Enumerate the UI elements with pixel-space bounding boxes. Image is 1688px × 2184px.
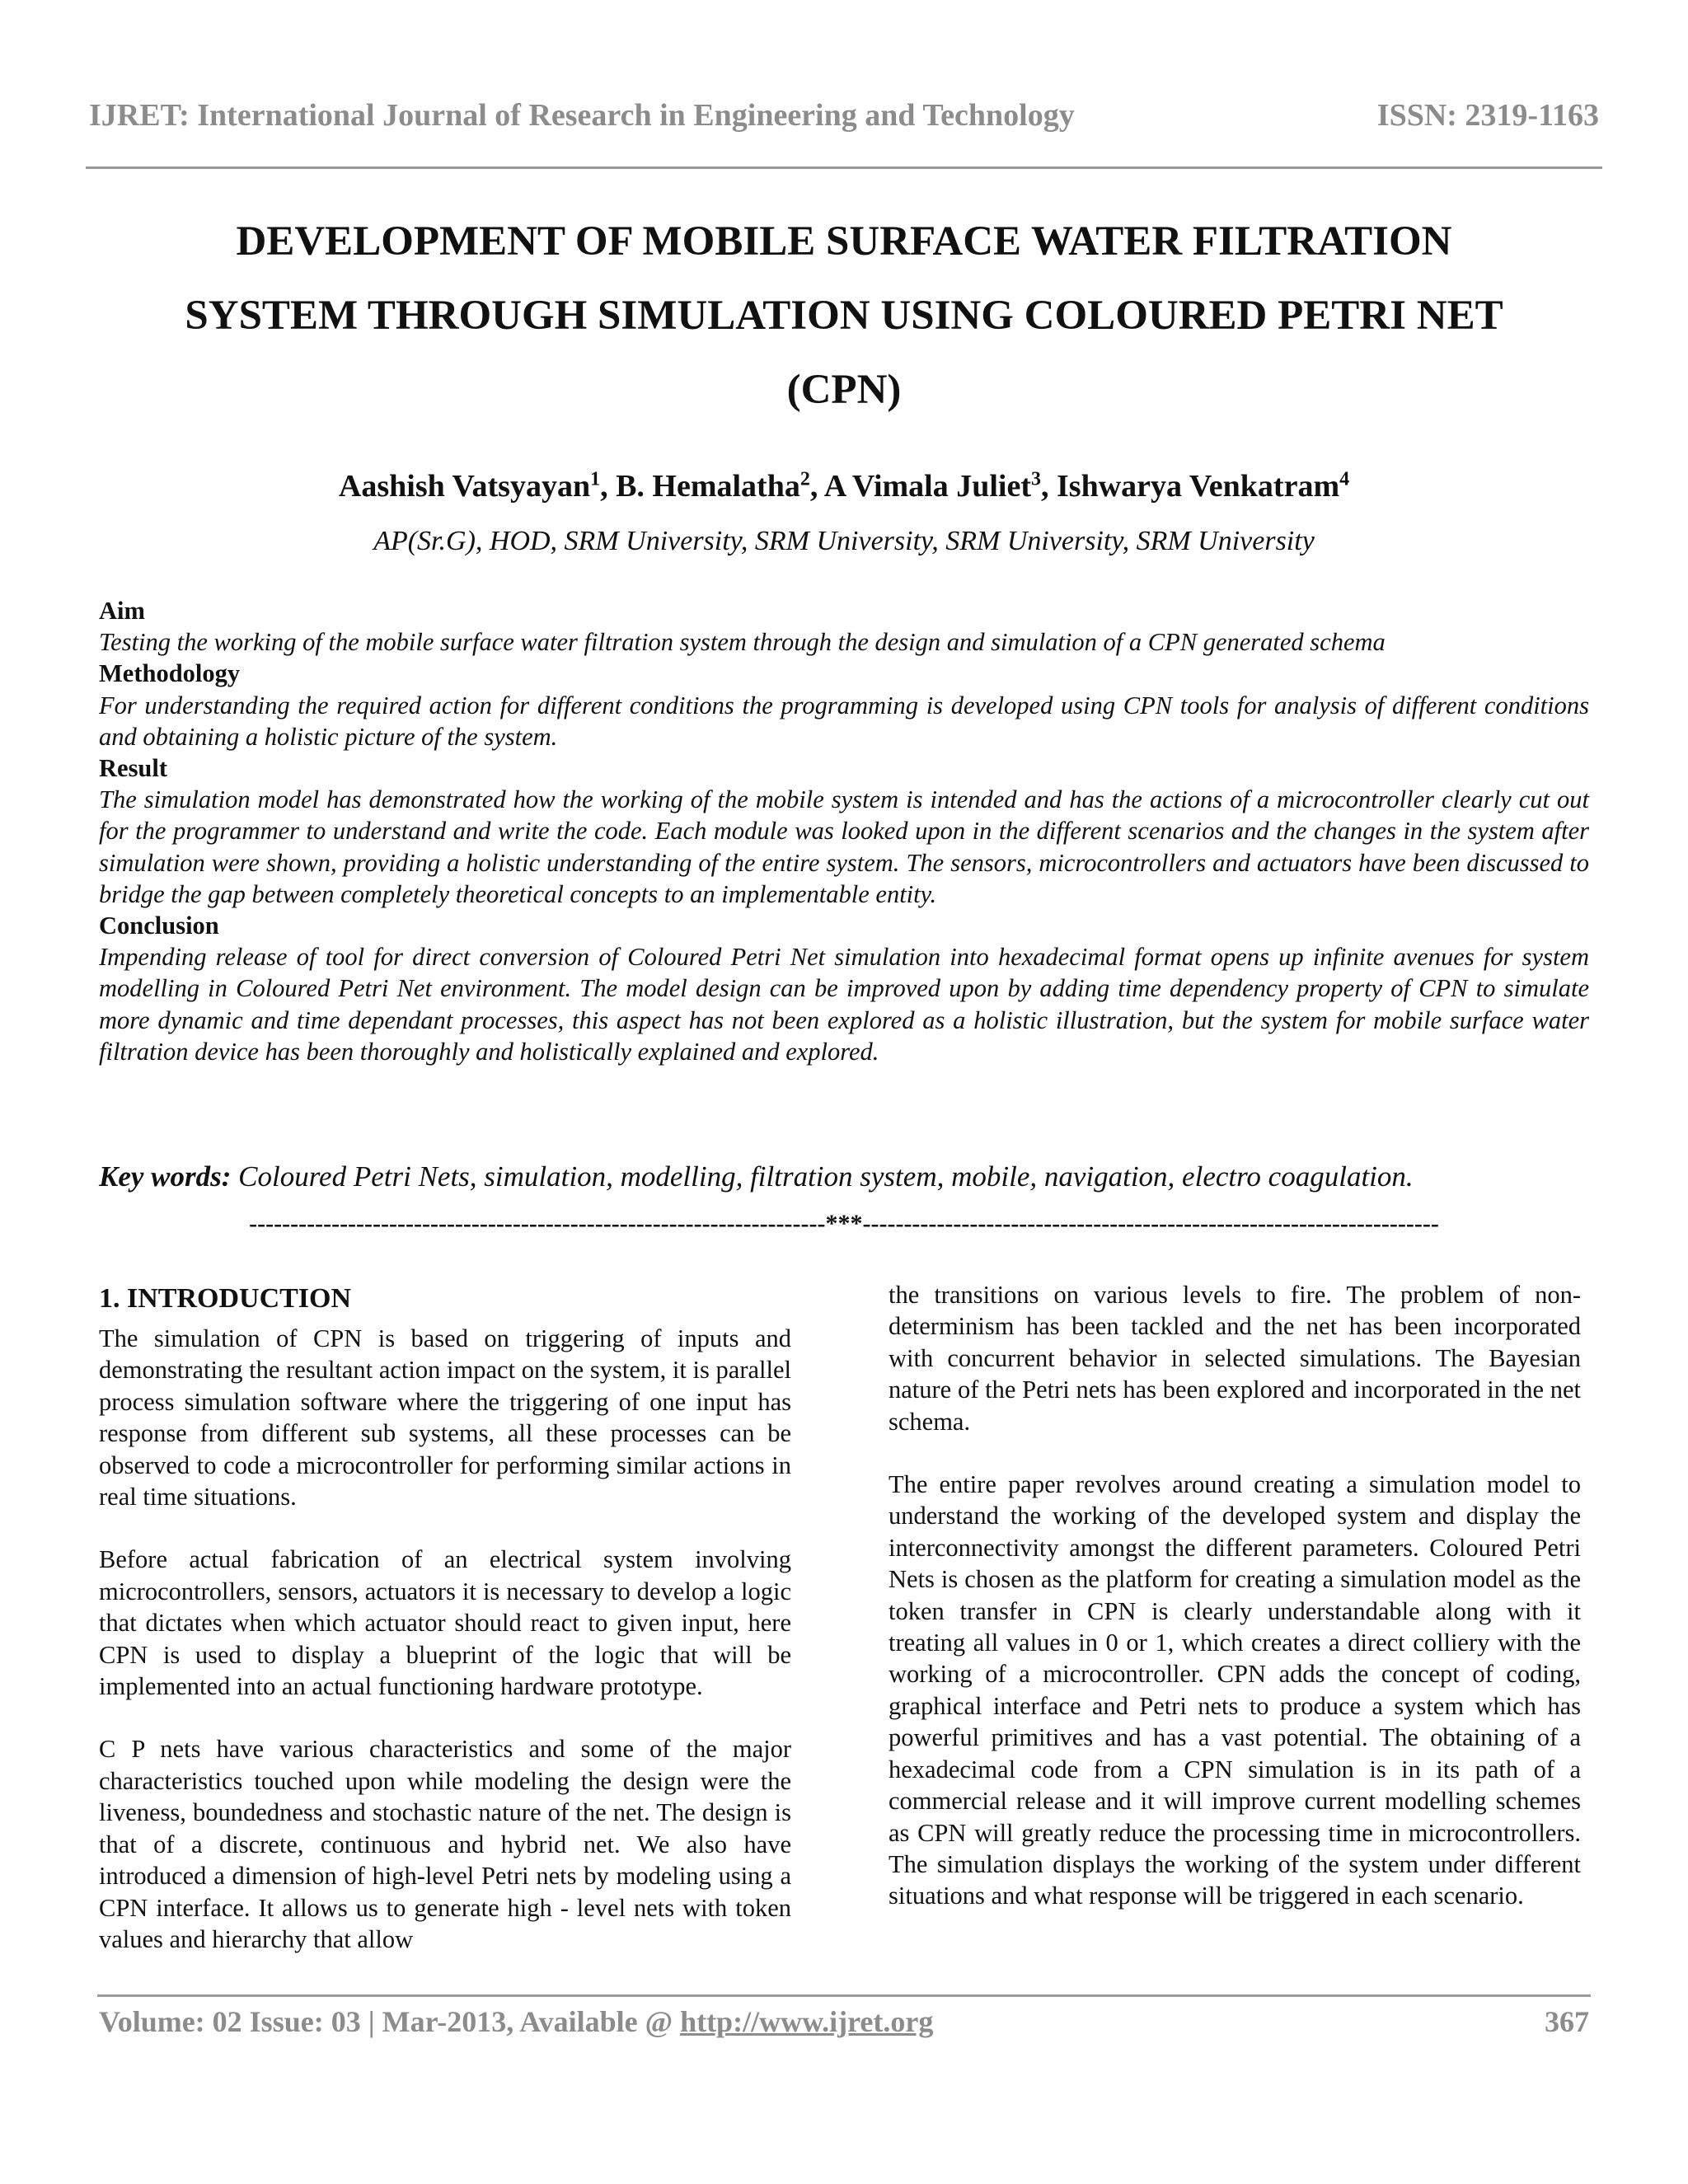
paper-title [124, 204, 1564, 427]
volume-info: Volume: 02 Issue: 03 | Mar-2013, Available @ [99, 2005, 681, 2038]
author-separator: , [600, 469, 617, 504]
title-line: DEVELOPMENT OF MOBILE SURFACE WATER FILTRATION [236, 218, 1452, 265]
conclusion-heading: Conclusion [99, 912, 219, 940]
page-number: 367 [1545, 2005, 1589, 2038]
body-paragraph: the transitions on various levels to fire. The problem of non-determinism has been tackled and the net has been incorporated with concurrent behavior in selected simulations. The Bayesian nature of the Petri nets has been explored and incorporated in the net schema. [889, 1281, 1581, 1436]
aim-text: Testing the working of the mobile surface water filtration system through the design and simulation of a CPN generated schema [99, 628, 1386, 657]
author-index: 3 [1031, 468, 1041, 490]
title-line: (CPN) [786, 367, 902, 413]
body-paragraph: C P nets have various characteristics and some of the major characteristics touched upon while modeling the design were the liveness, boundedness and stochastic nature of the net. The design is that of a discrete, continuous and hybrid net. We also have introduced a dimension of high-level Petri nets by modeling using a CPN interface. It allows us to generate high - level nets with token values and hierarchy that allow [99, 1735, 791, 1953]
keywords-text: Coloured Petri Nets, simulation, modelling, filtration system, mobile, navigation, electro coagulation. [231, 1160, 1414, 1193]
author-name: Aashish Vatsyayan [338, 469, 591, 504]
footer-divider [97, 1994, 1591, 1997]
author-name: A Vimala Juliet [823, 469, 1031, 504]
title-line: SYSTEM THROUGH SIMULATION USING COLOURED PETRI NET [185, 293, 1503, 339]
issn: ISSN: 2319-1163 [1376, 98, 1599, 133]
conclusion-text: Impending release of tool for direct conversion of Coloured Petri Net simulation into hexadecimal format opens up infinite avenues for system modelling in Coloured Petri Net environment. The model design can be improved upon by adding time dependency property of CPN to simulate more dynamic and time dependant processes, this aspect has not been explored as a holistic illustration, but the system for mobile surface water filtration device has been thoroughly and holistically explained and explored. [99, 943, 1589, 1066]
author-name: Ishwarya Venkatram [1057, 469, 1340, 504]
section-separator: ----------------------------------------------------------------------***---------------------------------------------------------------------- [249, 1210, 1439, 1237]
result-heading: Result [99, 754, 168, 783]
affiliation: AP(Sr.G), HOD, SRM University, SRM University, SRM University, SRM University [373, 526, 1315, 556]
running-footer [99, 2004, 1589, 2039]
right-column [889, 1279, 1581, 1943]
body-paragraph: Before actual fabrication of an electrical system involving microcontrollers, sensors, actuators it is necessary to develop a logic that dictates when which actuator should react to given input, here CPN is used to display a blueprint of the logic that will be implemented into an actual functioning hardware prototype. [99, 1545, 791, 1701]
author-separator: , [1041, 469, 1057, 504]
result-text: The simulation model has demonstrated how the working of the mobile system is intended and has the actions of a microcontroller clearly cut out for the programmer to understand and write the code. Each module was looked upon in the different scenarios and the changes in the system after simulation were shown, providing a holistic understanding of the entire system. The sensors, microcontrollers and actuators have been discussed to bridge the gap between completely theoretical concepts to an implementable entity. [99, 785, 1589, 908]
left-column [99, 1282, 791, 1986]
author-separator: , [809, 469, 824, 504]
body-paragraph: The simulation of CPN is based on triggering of inputs and demonstrating the resultant action impact on the system, it is parallel process simulation software where the triggering of one input has response from different sub systems, all these processes can be observed to code a microcontroller for performing similar actions in real time situations. [99, 1324, 791, 1511]
author-index: 1 [590, 468, 601, 490]
author-index: 4 [1339, 468, 1350, 490]
author-index: 2 [799, 468, 810, 490]
methodology-text: For understanding the required action for different conditions the programming is developed using CPN tools for analysis of different conditions and obtaining a holistic picture of the system. [99, 691, 1589, 751]
footer-volume [99, 2004, 933, 2039]
author-name: B. Hemalatha [616, 469, 800, 504]
section-heading: 1. INTRODUCTION [99, 1283, 352, 1314]
journal-name: IJRET: International Journal of Research in Engineering and Technology [89, 98, 1075, 133]
keywords-label: Key words: [99, 1160, 232, 1193]
running-header [89, 97, 1599, 134]
methodology-heading: Methodology [99, 659, 241, 688]
keywords [99, 1160, 1589, 1193]
journal-link[interactable]: http://www.ijret.org [680, 2005, 934, 2038]
aim-heading: Aim [99, 597, 145, 625]
header-divider [86, 166, 1602, 169]
author-list [0, 468, 1688, 504]
abstract [99, 595, 1589, 1067]
body-paragraph: The entire paper revolves around creating a simulation model to understand the working of the developed system and display the interconnectivity amongst the different parameters. Coloured Petri Nets is chosen as the platform for creating a simulation model as the token transfer in CPN is clearly understandable along with it treating all values in 0 or 1, which creates a direct colliery with the working of a microcontroller. CPN adds the concept of coding, graphical interface and Petri nets to produce a system which has powerful primitives and has a vast potential. The obtaining of a hexadecimal code from a CPN simulation is in its path of a commercial release and it will improve current modelling schemes as CPN will greatly reduce the processing time in microcontrollers. The simulation displays the working of the system under different situations and what response will be triggered in each scenario. [889, 1470, 1581, 1910]
